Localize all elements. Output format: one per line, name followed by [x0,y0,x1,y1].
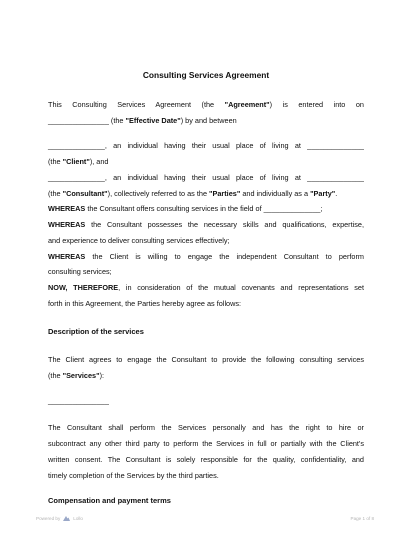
client-term: "Client" [62,157,90,166]
services-text: (the [48,371,63,380]
recital-text: the Consultant possesses the necessary skills and qualifications, expertise, [85,220,364,229]
brand-name: Lollo [73,516,83,521]
services-line-2 [48,368,364,384]
recital-text: , in consideration of the mutual covenants and representations set [118,283,364,292]
whereas-term: WHEREAS [48,220,86,229]
recital-1 [48,201,364,217]
recital-2-line-2: and experience to deliver consulting services effectively; [48,236,230,245]
footer-branding [36,516,83,521]
consultant-text: ), collectively referred to as the [107,189,210,198]
intro-text: ) by and between [180,116,237,125]
client-line-1: ______________, an individual having their usual place of living at ______________ [48,141,364,150]
section-heading-compensation: Compensation and payment terms [48,496,171,505]
consultant-term: "Consultant" [62,189,108,198]
consultant-line-2 [48,186,364,202]
recital-text: the Consultant offers consulting services in the field of ______________; [85,204,323,213]
powered-by-label: Powered by [36,516,61,521]
intro-text: This Consulting Services Agreement (the [48,100,225,109]
consultant-text: and individually as a [240,189,311,198]
document-title: Consulting Services Agreement [142,70,270,80]
page-number: Page 1 of 8 [350,516,374,521]
consultant-text: . [335,189,338,198]
intro-line-1 [48,97,364,113]
services-text: ): [99,371,105,380]
performance-line-1: The Consultant shall perform the Services personally and has the right to hire or [48,423,364,432]
intro-text: ) is entered into on [269,100,364,109]
recital-text: the Client is willing to engage the independent Consultant to perform [85,252,364,261]
whereas-term: WHEREAS [48,204,86,213]
brand-logo-icon [63,516,70,521]
parties-term: "Parties" [209,189,241,198]
now-therefore-term: NOW, THEREFORE [48,283,119,292]
agreement-term: "Agreement" [224,100,270,109]
effective-date-term: "Effective Date" [125,116,181,125]
services-term: "Services" [62,371,100,380]
whereas-term: WHEREAS [48,252,86,261]
performance-line-2: subcontract any other third party to perform the Services in full or partially with the Client's [48,439,364,448]
client-line-2 [48,154,364,170]
performance-line-4: timely completion of the Services by the third parties. [48,471,219,480]
intro-text: _______________ (the [48,116,126,125]
recital-3-line-1 [48,249,364,265]
recital-2-line-1 [48,217,364,233]
section-heading-services: Description of the services [48,327,144,336]
consultant-text: (the [48,189,63,198]
party-term: "Party" [310,189,336,198]
client-text: ), and [89,157,109,166]
consultant-line-1: ______________, an individual having their usual place of living at ______________ [48,173,364,182]
services-line-1: The Client agrees to engage the Consultant to provide the following consulting services [48,355,364,364]
services-blank: _______________ [48,396,109,405]
performance-line-3: written consent. The Consultant is solely responsible for the quality, confidentiality, and [48,455,364,464]
client-text: (the [48,157,63,166]
intro-line-2 [48,113,364,129]
recital-4-line-2: forth in this Agreement, the Parties hereby agree as follows: [48,299,242,308]
recital-4-line-1 [48,280,364,296]
recital-3-line-2: consulting services; [48,267,112,276]
